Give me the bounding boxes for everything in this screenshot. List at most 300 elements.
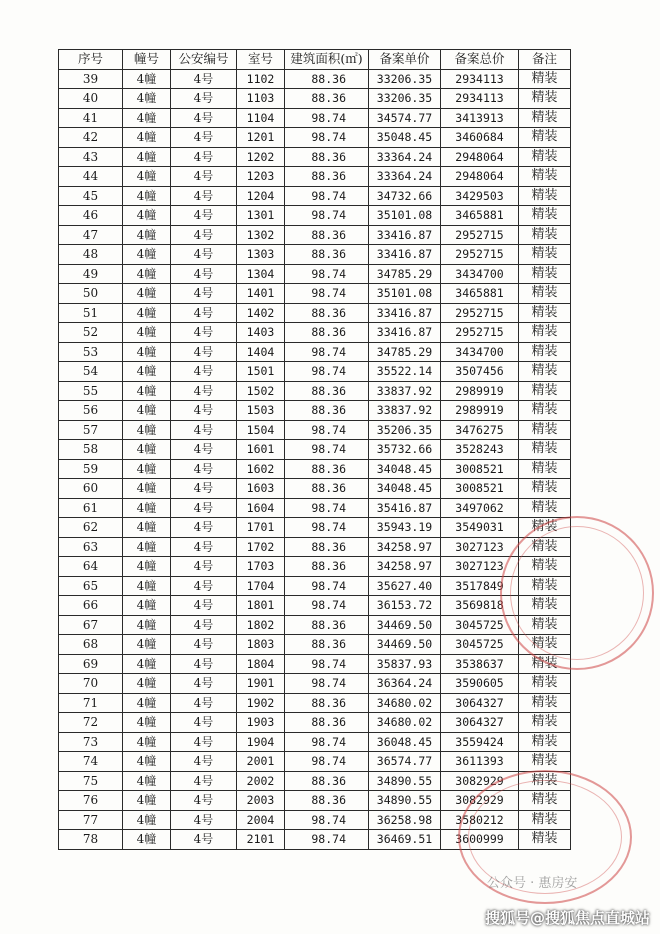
table-cell: 88.36 xyxy=(285,245,369,265)
table-header-row xyxy=(59,50,571,70)
table-cell: 4幢 xyxy=(123,69,171,89)
table-cell: 精装 xyxy=(519,479,571,499)
table-cell: 72 xyxy=(59,713,123,733)
table-cell: 1603 xyxy=(237,479,285,499)
table-cell: 3569818 xyxy=(441,596,519,616)
table-cell: 4号 xyxy=(171,810,237,830)
table-row xyxy=(59,186,571,206)
table-cell: 1602 xyxy=(237,459,285,479)
table-cell: 1703 xyxy=(237,557,285,577)
table-cell: 4号 xyxy=(171,264,237,284)
table-cell: 4幢 xyxy=(123,284,171,304)
table-cell: 98.74 xyxy=(285,518,369,538)
table-cell: 4号 xyxy=(171,440,237,460)
table-cell: 65 xyxy=(59,576,123,596)
table-cell: 47 xyxy=(59,225,123,245)
table-cell: 4幢 xyxy=(123,713,171,733)
table-cell: 精装 xyxy=(519,498,571,518)
table-row xyxy=(59,440,571,460)
table-cell: 58 xyxy=(59,440,123,460)
table-cell: 4号 xyxy=(171,791,237,811)
table-cell: 4幢 xyxy=(123,303,171,323)
table-cell: 精装 xyxy=(519,89,571,109)
table-cell: 35416.87 xyxy=(369,498,441,518)
table-cell: 4幢 xyxy=(123,186,171,206)
table-cell: 4幢 xyxy=(123,771,171,791)
table-cell: 精装 xyxy=(519,674,571,694)
table-cell: 3413913 xyxy=(441,108,519,128)
table-cell: 41 xyxy=(59,108,123,128)
table-cell: 2934113 xyxy=(441,69,519,89)
table-cell: 3045725 xyxy=(441,635,519,655)
table-cell: 1901 xyxy=(237,674,285,694)
table-cell: 69 xyxy=(59,654,123,674)
table-cell: 4幢 xyxy=(123,342,171,362)
table-cell: 62 xyxy=(59,518,123,538)
table-cell: 98.74 xyxy=(285,206,369,226)
table-cell: 36469.51 xyxy=(369,830,441,850)
table-row xyxy=(59,225,571,245)
table-cell: 53 xyxy=(59,342,123,362)
column-header: 建筑面积(㎡) xyxy=(285,50,369,70)
table-cell: 1404 xyxy=(237,342,285,362)
table-cell: 33416.87 xyxy=(369,245,441,265)
table-cell: 4号 xyxy=(171,654,237,674)
table-row xyxy=(59,693,571,713)
table-cell: 45 xyxy=(59,186,123,206)
table-row xyxy=(59,576,571,596)
column-header: 序号 xyxy=(59,50,123,70)
table-cell: 88.36 xyxy=(285,303,369,323)
table-cell: 34680.02 xyxy=(369,693,441,713)
table-cell: 4幢 xyxy=(123,498,171,518)
table-cell: 34785.29 xyxy=(369,342,441,362)
table-cell: 精装 xyxy=(519,128,571,148)
table-cell: 33416.87 xyxy=(369,323,441,343)
table-cell: 4号 xyxy=(171,167,237,187)
table-cell: 3517849 xyxy=(441,576,519,596)
column-header: 幢号 xyxy=(123,50,171,70)
table-cell: 2952715 xyxy=(441,303,519,323)
table-cell: 88.36 xyxy=(285,459,369,479)
table-cell: 36048.45 xyxy=(369,732,441,752)
table-cell: 精装 xyxy=(519,732,571,752)
table-cell: 36258.98 xyxy=(369,810,441,830)
table-cell: 1702 xyxy=(237,537,285,557)
table-cell: 59 xyxy=(59,459,123,479)
table-cell: 34680.02 xyxy=(369,713,441,733)
table-cell: 精装 xyxy=(519,245,571,265)
table-cell: 2952715 xyxy=(441,323,519,343)
table-cell: 3064327 xyxy=(441,713,519,733)
table-cell: 1202 xyxy=(237,147,285,167)
table-cell: 3590605 xyxy=(441,674,519,694)
table-row xyxy=(59,635,571,655)
table-row xyxy=(59,732,571,752)
table-cell: 4幢 xyxy=(123,654,171,674)
table-cell: 2952715 xyxy=(441,225,519,245)
table-cell: 4幢 xyxy=(123,440,171,460)
table-cell: 4号 xyxy=(171,69,237,89)
table-cell: 98.74 xyxy=(285,264,369,284)
table-cell: 1201 xyxy=(237,128,285,148)
table-cell: 61 xyxy=(59,498,123,518)
table-cell: 4号 xyxy=(171,752,237,772)
table-cell: 98.74 xyxy=(285,440,369,460)
table-row xyxy=(59,479,571,499)
table-row xyxy=(59,128,571,148)
table-cell: 88.36 xyxy=(285,69,369,89)
table-cell: 4幢 xyxy=(123,420,171,440)
table-cell: 1104 xyxy=(237,108,285,128)
table-cell: 33416.87 xyxy=(369,225,441,245)
table-cell: 3434700 xyxy=(441,264,519,284)
table-cell: 33837.92 xyxy=(369,381,441,401)
table-cell: 4号 xyxy=(171,557,237,577)
table-cell: 35627.40 xyxy=(369,576,441,596)
table-cell: 44 xyxy=(59,167,123,187)
table-cell: 98.74 xyxy=(285,674,369,694)
table-cell: 精装 xyxy=(519,596,571,616)
table-cell: 4号 xyxy=(171,713,237,733)
table-cell: 71 xyxy=(59,693,123,713)
table-body xyxy=(59,69,571,849)
table-cell: 精装 xyxy=(519,752,571,772)
table-cell: 88.36 xyxy=(285,167,369,187)
table-cell: 2004 xyxy=(237,810,285,830)
table-cell: 4号 xyxy=(171,732,237,752)
table-cell: 4号 xyxy=(171,401,237,421)
table-cell: 精装 xyxy=(519,206,571,226)
table-cell: 4幢 xyxy=(123,576,171,596)
table-cell: 2001 xyxy=(237,752,285,772)
table-cell: 36574.77 xyxy=(369,752,441,772)
table-cell: 4幢 xyxy=(123,479,171,499)
table-row xyxy=(59,323,571,343)
table-cell: 3027123 xyxy=(441,557,519,577)
table-cell: 3580212 xyxy=(441,810,519,830)
table-cell: 98.74 xyxy=(285,830,369,850)
table-cell: 98.74 xyxy=(285,284,369,304)
table-cell: 3465881 xyxy=(441,206,519,226)
table-cell: 2003 xyxy=(237,791,285,811)
table-cell: 98.74 xyxy=(285,108,369,128)
table-cell: 4幢 xyxy=(123,791,171,811)
table-cell: 4号 xyxy=(171,381,237,401)
table-cell: 4幢 xyxy=(123,362,171,382)
table-cell: 3082929 xyxy=(441,771,519,791)
table-cell: 1801 xyxy=(237,596,285,616)
table-row xyxy=(59,654,571,674)
table-cell: 88.36 xyxy=(285,635,369,655)
table-cell: 4号 xyxy=(171,342,237,362)
table-cell: 48 xyxy=(59,245,123,265)
table-cell: 3507456 xyxy=(441,362,519,382)
table-cell: 4号 xyxy=(171,596,237,616)
column-header: 公安编号 xyxy=(171,50,237,70)
table-cell: 64 xyxy=(59,557,123,577)
table-row xyxy=(59,420,571,440)
table-cell: 4幢 xyxy=(123,596,171,616)
table-row xyxy=(59,537,571,557)
table-cell: 4号 xyxy=(171,615,237,635)
table-cell: 1203 xyxy=(237,167,285,187)
table-cell: 精装 xyxy=(519,69,571,89)
table-cell: 4号 xyxy=(171,108,237,128)
table-cell: 56 xyxy=(59,401,123,421)
table-cell: 4幢 xyxy=(123,245,171,265)
table-cell: 88.36 xyxy=(285,225,369,245)
table-cell: 4幢 xyxy=(123,830,171,850)
table-cell: 精装 xyxy=(519,381,571,401)
table-cell: 1304 xyxy=(237,264,285,284)
table-row xyxy=(59,771,571,791)
table-cell: 34469.50 xyxy=(369,615,441,635)
table-row xyxy=(59,147,571,167)
table-row xyxy=(59,245,571,265)
table-cell: 3082929 xyxy=(441,791,519,811)
table-row xyxy=(59,206,571,226)
table-cell: 4幢 xyxy=(123,752,171,772)
table-cell: 3429503 xyxy=(441,186,519,206)
table-cell: 88.36 xyxy=(285,381,369,401)
table-cell: 1301 xyxy=(237,206,285,226)
table-cell: 4幢 xyxy=(123,810,171,830)
table-cell: 4幢 xyxy=(123,459,171,479)
table-cell: 35101.08 xyxy=(369,284,441,304)
table-cell: 74 xyxy=(59,752,123,772)
table-cell: 49 xyxy=(59,264,123,284)
table-cell: 76 xyxy=(59,791,123,811)
table-cell: 55 xyxy=(59,381,123,401)
table-cell: 4号 xyxy=(171,147,237,167)
table-cell: 精装 xyxy=(519,362,571,382)
column-header: 备案单价 xyxy=(369,50,441,70)
table-cell: 36153.72 xyxy=(369,596,441,616)
table-cell: 57 xyxy=(59,420,123,440)
table-cell: 4幢 xyxy=(123,693,171,713)
table-cell: 精装 xyxy=(519,225,571,245)
table-cell: 35048.45 xyxy=(369,128,441,148)
table-cell: 34469.50 xyxy=(369,635,441,655)
table-cell: 1601 xyxy=(237,440,285,460)
table-cell: 34574.77 xyxy=(369,108,441,128)
table-cell: 4号 xyxy=(171,771,237,791)
table-cell: 88.36 xyxy=(285,557,369,577)
table-cell: 88.36 xyxy=(285,771,369,791)
table-row xyxy=(59,674,571,694)
table-row xyxy=(59,518,571,538)
table-cell: 4号 xyxy=(171,89,237,109)
table-cell: 4号 xyxy=(171,362,237,382)
table-cell: 精装 xyxy=(519,557,571,577)
column-header: 室号 xyxy=(237,50,285,70)
table-row xyxy=(59,362,571,382)
table-cell: 98.74 xyxy=(285,128,369,148)
table-cell: 88.36 xyxy=(285,323,369,343)
table-cell: 4幢 xyxy=(123,557,171,577)
table-cell: 1804 xyxy=(237,654,285,674)
table-cell: 98.74 xyxy=(285,420,369,440)
table-row xyxy=(59,401,571,421)
table-cell: 1501 xyxy=(237,362,285,382)
table-cell: 35206.35 xyxy=(369,420,441,440)
table-row xyxy=(59,284,571,304)
table-cell: 精装 xyxy=(519,654,571,674)
table-cell: 1604 xyxy=(237,498,285,518)
table-cell: 43 xyxy=(59,147,123,167)
table-cell: 33364.24 xyxy=(369,147,441,167)
table-cell: 98.74 xyxy=(285,498,369,518)
table-cell: 4号 xyxy=(171,128,237,148)
table-cell: 精装 xyxy=(519,576,571,596)
table-cell: 4号 xyxy=(171,498,237,518)
table-cell: 73 xyxy=(59,732,123,752)
table-cell: 3497062 xyxy=(441,498,519,518)
table-cell: 精装 xyxy=(519,830,571,850)
table-cell: 4幢 xyxy=(123,167,171,187)
table-cell: 2952715 xyxy=(441,245,519,265)
table-cell: 4幢 xyxy=(123,635,171,655)
table-row xyxy=(59,381,571,401)
table-cell: 1402 xyxy=(237,303,285,323)
table-cell: 1103 xyxy=(237,89,285,109)
table-cell: 精装 xyxy=(519,420,571,440)
table-row xyxy=(59,713,571,733)
table-cell: 4幢 xyxy=(123,108,171,128)
table-cell: 4幢 xyxy=(123,147,171,167)
table-cell: 4号 xyxy=(171,518,237,538)
table-cell: 4幢 xyxy=(123,615,171,635)
table-cell: 精装 xyxy=(519,401,571,421)
table-cell: 4幢 xyxy=(123,128,171,148)
table-row xyxy=(59,342,571,362)
table-cell: 4幢 xyxy=(123,518,171,538)
table-cell: 98.74 xyxy=(285,362,369,382)
table-cell: 3008521 xyxy=(441,479,519,499)
table-cell: 4号 xyxy=(171,674,237,694)
table-cell: 34048.45 xyxy=(369,479,441,499)
table-cell: 4号 xyxy=(171,284,237,304)
table-cell: 精装 xyxy=(519,810,571,830)
table-cell: 精装 xyxy=(519,108,571,128)
table-cell: 1102 xyxy=(237,69,285,89)
table-cell: 35101.08 xyxy=(369,206,441,226)
table-cell: 4号 xyxy=(171,459,237,479)
table-row xyxy=(59,791,571,811)
table-cell: 1803 xyxy=(237,635,285,655)
table-cell: 98.74 xyxy=(285,732,369,752)
table-row xyxy=(59,89,571,109)
table-cell: 4号 xyxy=(171,186,237,206)
table-cell: 2989919 xyxy=(441,401,519,421)
table-row xyxy=(59,752,571,772)
table-cell: 4号 xyxy=(171,537,237,557)
table-cell: 4号 xyxy=(171,323,237,343)
table-cell: 33206.35 xyxy=(369,69,441,89)
table-cell: 2948064 xyxy=(441,147,519,167)
table-cell: 50 xyxy=(59,284,123,304)
column-header: 备案总价 xyxy=(441,50,519,70)
table-row xyxy=(59,498,571,518)
price-filing-table xyxy=(58,49,571,850)
table-cell: 1701 xyxy=(237,518,285,538)
table-cell: 4号 xyxy=(171,206,237,226)
table-cell: 4号 xyxy=(171,693,237,713)
table-cell: 98.74 xyxy=(285,342,369,362)
table-cell: 精装 xyxy=(519,147,571,167)
table-cell: 2002 xyxy=(237,771,285,791)
table-cell: 1403 xyxy=(237,323,285,343)
table-cell: 4幢 xyxy=(123,264,171,284)
table-cell: 77 xyxy=(59,810,123,830)
table-cell: 精装 xyxy=(519,284,571,304)
table-cell: 3538637 xyxy=(441,654,519,674)
table-cell: 2989919 xyxy=(441,381,519,401)
table-cell: 精装 xyxy=(519,518,571,538)
table-cell: 精装 xyxy=(519,303,571,323)
table-cell: 1904 xyxy=(237,732,285,752)
table-cell: 66 xyxy=(59,596,123,616)
table-row xyxy=(59,459,571,479)
table-cell: 39 xyxy=(59,69,123,89)
table-cell: 36364.24 xyxy=(369,674,441,694)
table-cell: 精装 xyxy=(519,323,571,343)
table-cell: 精装 xyxy=(519,771,571,791)
table-row xyxy=(59,264,571,284)
table-cell: 1502 xyxy=(237,381,285,401)
table-cell: 1503 xyxy=(237,401,285,421)
table-cell: 70 xyxy=(59,674,123,694)
table-cell: 40 xyxy=(59,89,123,109)
table-row xyxy=(59,596,571,616)
table-cell: 4幢 xyxy=(123,537,171,557)
table-cell: 精装 xyxy=(519,440,571,460)
table-cell: 精装 xyxy=(519,693,571,713)
table-row xyxy=(59,167,571,187)
table-cell: 88.36 xyxy=(285,147,369,167)
table-cell: 4幢 xyxy=(123,732,171,752)
table-cell: 2948064 xyxy=(441,167,519,187)
table-cell: 4号 xyxy=(171,225,237,245)
table-cell: 46 xyxy=(59,206,123,226)
column-header: 备注 xyxy=(519,50,571,70)
table-cell: 34048.45 xyxy=(369,459,441,479)
table-cell: 4幢 xyxy=(123,323,171,343)
table-cell: 3434700 xyxy=(441,342,519,362)
table-cell: 4幢 xyxy=(123,206,171,226)
table-cell: 3549031 xyxy=(441,518,519,538)
table-row xyxy=(59,810,571,830)
table-cell: 精装 xyxy=(519,635,571,655)
table-cell: 54 xyxy=(59,362,123,382)
table-cell: 67 xyxy=(59,615,123,635)
table-cell: 1704 xyxy=(237,576,285,596)
table-cell: 88.36 xyxy=(285,693,369,713)
table-cell: 精装 xyxy=(519,537,571,557)
table-cell: 精装 xyxy=(519,459,571,479)
table-cell: 34258.97 xyxy=(369,537,441,557)
table-cell: 3027123 xyxy=(441,537,519,557)
table-cell: 3528243 xyxy=(441,440,519,460)
table-cell: 1302 xyxy=(237,225,285,245)
table-cell: 1401 xyxy=(237,284,285,304)
table-cell: 4号 xyxy=(171,303,237,323)
table-cell: 34890.55 xyxy=(369,791,441,811)
table-cell: 68 xyxy=(59,635,123,655)
table-cell: 34732.66 xyxy=(369,186,441,206)
table-cell: 1303 xyxy=(237,245,285,265)
